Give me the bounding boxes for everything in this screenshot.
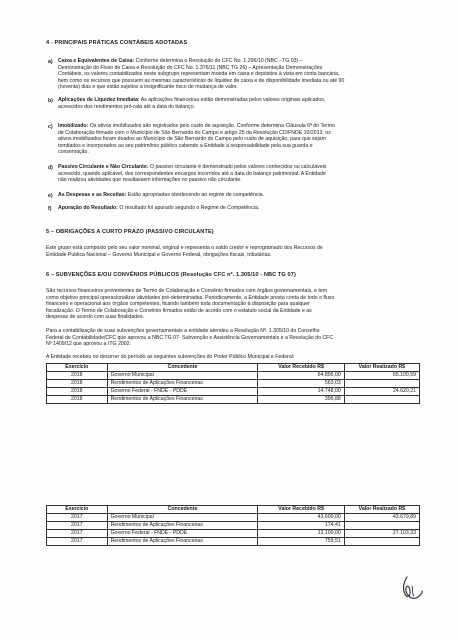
item-c-line: ativos imobilizados foram doados ao Município de São Bernardo do Campo pelo custo de aquisição, para que sejam xyxy=(58,136,326,143)
section-6-line: São recursos financeiros provenientes de Termo de Colaboração e Convênio firmados com órgãos governamentais, e tem xyxy=(46,288,328,294)
table-row xyxy=(47,396,420,404)
table-row xyxy=(47,388,420,396)
section-6-line: fiscalização. O Termo de Colaboração e Convênio firmados estão de acordo com o estatuto social da Entidade e as xyxy=(46,307,312,314)
table-row xyxy=(47,372,420,380)
cell-exercicio: 2018 xyxy=(47,396,108,404)
cell-valor-recebido: 64.896,00 xyxy=(258,372,344,380)
item-a-line: Conforme determina a Resolução do CFC No. 1.296/10 (NBC –TG 03) – xyxy=(135,58,303,64)
cell-valor-recebido: 563,03 xyxy=(258,380,344,388)
cell-concedente: Rendimentos de Aplicações Financeiras xyxy=(107,522,258,530)
item-f-heading: Apuração do Resultado: xyxy=(58,205,118,211)
col-header-exercicio: Exercício xyxy=(47,506,108,514)
item-d-label: d) xyxy=(48,165,53,171)
cell-valor-recebido: 14.748,00 xyxy=(258,388,344,396)
item-d-line: não realizou atividades que resultassem informações no passivo não circulante. xyxy=(58,177,242,184)
item-e-paragraph xyxy=(58,192,418,199)
item-c-paragraph xyxy=(58,123,418,156)
item-f-text: O resultado foi apurado segundo o Regime de Competência. xyxy=(119,205,260,211)
item-e-heading: As Despesas e as Receitas: xyxy=(58,192,127,198)
cell-concedente: Governo Federal - FNDE - PDDE xyxy=(107,388,258,396)
item-a-line: (noventa) dias e que estão sujeitos a insignificante risco de mudança de valor. xyxy=(58,84,238,91)
item-a-heading: Caixa e Equivalentes de Caixa: xyxy=(58,58,135,64)
col-header-concedente: Concedente xyxy=(107,364,258,372)
col-header-concedente: Concedente xyxy=(107,506,258,514)
section-6-line: Federal de Contabilidade/CFC que aprovou a NBC TG 07- Subvenção e Assistência Governamentais e a Resolução do CFC xyxy=(46,334,334,341)
cell-concedente: Governo Municipal xyxy=(107,372,258,380)
item-a-line: Contábeis, os valores contabilizados neste subgrupo representam moeda em caixa e depósitos à vista em conta bancária, xyxy=(58,71,340,78)
cell-concedente: Rendimentos de Aplicações Financeiras xyxy=(107,538,258,546)
item-d-heading: Passivo Circulante e Não Circulante: xyxy=(58,164,149,170)
item-c-heading: Imobilizado: xyxy=(58,123,89,129)
section-5-line: Este grupo está composto pelo seu valor nominal, original e representa o saldo credor e reprogramado dos Recursos de xyxy=(46,245,323,251)
cell-valor-recebido: 396,88 xyxy=(258,396,344,404)
col-header-exercicio: Exercício xyxy=(47,364,108,372)
subvencoes-table-2018 xyxy=(46,363,420,404)
cell-valor-realizado: 43.679,89 xyxy=(344,514,419,522)
item-c-line: tombados e incorporados ao seu patrimônio público cabendo a Entidade a responsabilidade pela sua guarda e xyxy=(58,142,313,149)
section-5-paragraph xyxy=(46,245,418,258)
cell-valor-realizado: 65.100,59 xyxy=(344,372,419,380)
col-header-valor-realizado: Valor Realizado R$ xyxy=(344,364,419,372)
cell-exercicio: 2017 xyxy=(47,514,108,522)
item-b-line: As aplicações financeiras estão demonstradas pelos valores originais aplicados, xyxy=(140,97,326,103)
cell-valor-recebido: 759,51 xyxy=(258,538,344,546)
cell-valor-realizado xyxy=(344,538,419,546)
table-row xyxy=(47,530,420,538)
section-6-title: 6 – SUBVENÇÕES E/OU CONVÊNIOS PÚBLICOS (Resolução CFC nº. 1.305/10 - NBC TG 07) xyxy=(46,272,296,278)
section-5-title: 5 – OBRIGAÇÕES A CURTO PRAZO (PASSIVO CIRCULANTE) xyxy=(46,229,214,235)
item-b-paragraph xyxy=(58,97,418,110)
section-6-paragraph-3: A Entidade recebeu no decorrer do período as seguintes subvenções do Poder Público Municipal e Federal: xyxy=(46,354,295,360)
cell-valor-realizado: 27.103,33 xyxy=(344,530,419,538)
cell-exercicio: 2017 xyxy=(47,538,108,546)
cell-exercicio: 2018 xyxy=(47,372,108,380)
cell-concedente: Governo Federal - FNDE - PDDE xyxy=(107,530,258,538)
item-e-label: e) xyxy=(48,193,53,199)
item-a-line: Demonstração do Fluxo de Caixa e Resolução do CFC No. 1.376/11 (NBC TG 26) – Apresentação Demonstrações xyxy=(58,64,323,71)
subvencoes-table-2017 xyxy=(46,505,420,546)
handwritten-signature xyxy=(398,574,428,604)
table-header-row xyxy=(47,364,420,372)
item-b-heading: Aplicações de Liquidez Imediata: xyxy=(58,97,140,103)
item-e-text: Estão apropriadas obedecendo ao regime de competência. xyxy=(127,192,264,198)
cell-exercicio: 2018 xyxy=(47,380,108,388)
table-header-row xyxy=(47,506,420,514)
cell-valor-realizado xyxy=(344,396,419,404)
table-row xyxy=(47,538,420,546)
cell-valor-recebido: 43.600,00 xyxy=(258,514,344,522)
item-c-label: c) xyxy=(48,124,53,130)
item-a-label: a) xyxy=(48,59,53,65)
item-d-line: acrescido, quando aplicável, dos correspondentes encargos incorridos até a data do balanço patrimonial. A Entidade xyxy=(58,170,326,177)
item-c-line: conservação. xyxy=(58,149,89,156)
table-row xyxy=(47,380,420,388)
item-b-line: acrescidos dos rendimentos pró-rata até a data do balanço. xyxy=(58,103,195,110)
cell-exercicio: 2018 xyxy=(47,388,108,396)
table-row xyxy=(47,514,420,522)
item-b-label: b) xyxy=(48,98,53,104)
section-6-line: despesas de acordo com suas finalidades. xyxy=(46,314,145,321)
section-6-line: como objetivo principal operacionalizar atividades pré-determinadas. Periodicamente, a Entidade presta conta de todo o fluxo xyxy=(46,294,335,301)
cell-valor-realizado: 24.620,21 xyxy=(344,388,419,396)
item-c-line: Os ativos imobilizados são registrados pelo custo de aquisição. Conforme determina Cláusula 6ª do Termo xyxy=(89,123,335,129)
cell-valor-realizado xyxy=(344,380,419,388)
section-6-line: Para a contabilização de suas subvenções governamentais a entidade atendeu a Resolução Nº. 1.305/10 do Conselho xyxy=(46,328,320,334)
section-6-line: financeiro e operacional aos órgãos competentes, ficando também toda documentação à disposição para qualquer xyxy=(46,301,310,308)
cell-concedente: Rendimentos de Aplicações Financeiras xyxy=(107,380,258,388)
col-header-valor-realizado: Valor Realizado R$ xyxy=(344,506,419,514)
item-a-line: bem como os recursos que possuem as mesmas características de liquidez de caixa e de disponibilidade imediata ou até 90 xyxy=(58,77,345,84)
cell-valor-recebido: 13.100,00 xyxy=(258,530,344,538)
item-f-label: f) xyxy=(48,206,52,212)
item-d-line: O passivo circulante é demonstrado pelos valores conhecidos ou calculáveis xyxy=(149,164,327,170)
table-row xyxy=(47,522,420,530)
section-5-line: Entidade Publica Nacional – Governo Municipal e Governo Federal, obrigações fiscais, tributárias. xyxy=(46,251,272,258)
col-header-valor-recebido: Valor Recebido R$ xyxy=(258,506,344,514)
section-6-paragraph-2 xyxy=(46,328,418,348)
cell-concedente: Rendimentos de Aplicações Financeiras xyxy=(107,396,258,404)
item-f-paragraph xyxy=(58,205,418,212)
section-6-paragraph-1 xyxy=(46,288,418,321)
cell-concedente: Governo Municipal xyxy=(107,514,258,522)
item-c-line: de Colaboração firmado com o Município de São Bernardo do Campo e artigo 25 da Resolução CD/FNDE 10/2013, os xyxy=(58,129,331,136)
item-a-paragraph xyxy=(58,58,418,91)
section-4-title: 4 - PRINCIPAIS PRÁTICAS CONTÁBEIS ADOTADAS xyxy=(46,40,188,46)
item-d-paragraph xyxy=(58,164,418,184)
cell-exercicio: 2017 xyxy=(47,522,108,530)
col-header-valor-recebido: Valor Recebido R$ xyxy=(258,364,344,372)
cell-exercicio: 2017 xyxy=(47,530,108,538)
cell-valor-recebido: 174,41 xyxy=(258,522,344,530)
section-6-line: Nº 1409/12 que aprovou a ITG 2002. xyxy=(46,341,131,348)
cell-valor-realizado xyxy=(344,522,419,530)
